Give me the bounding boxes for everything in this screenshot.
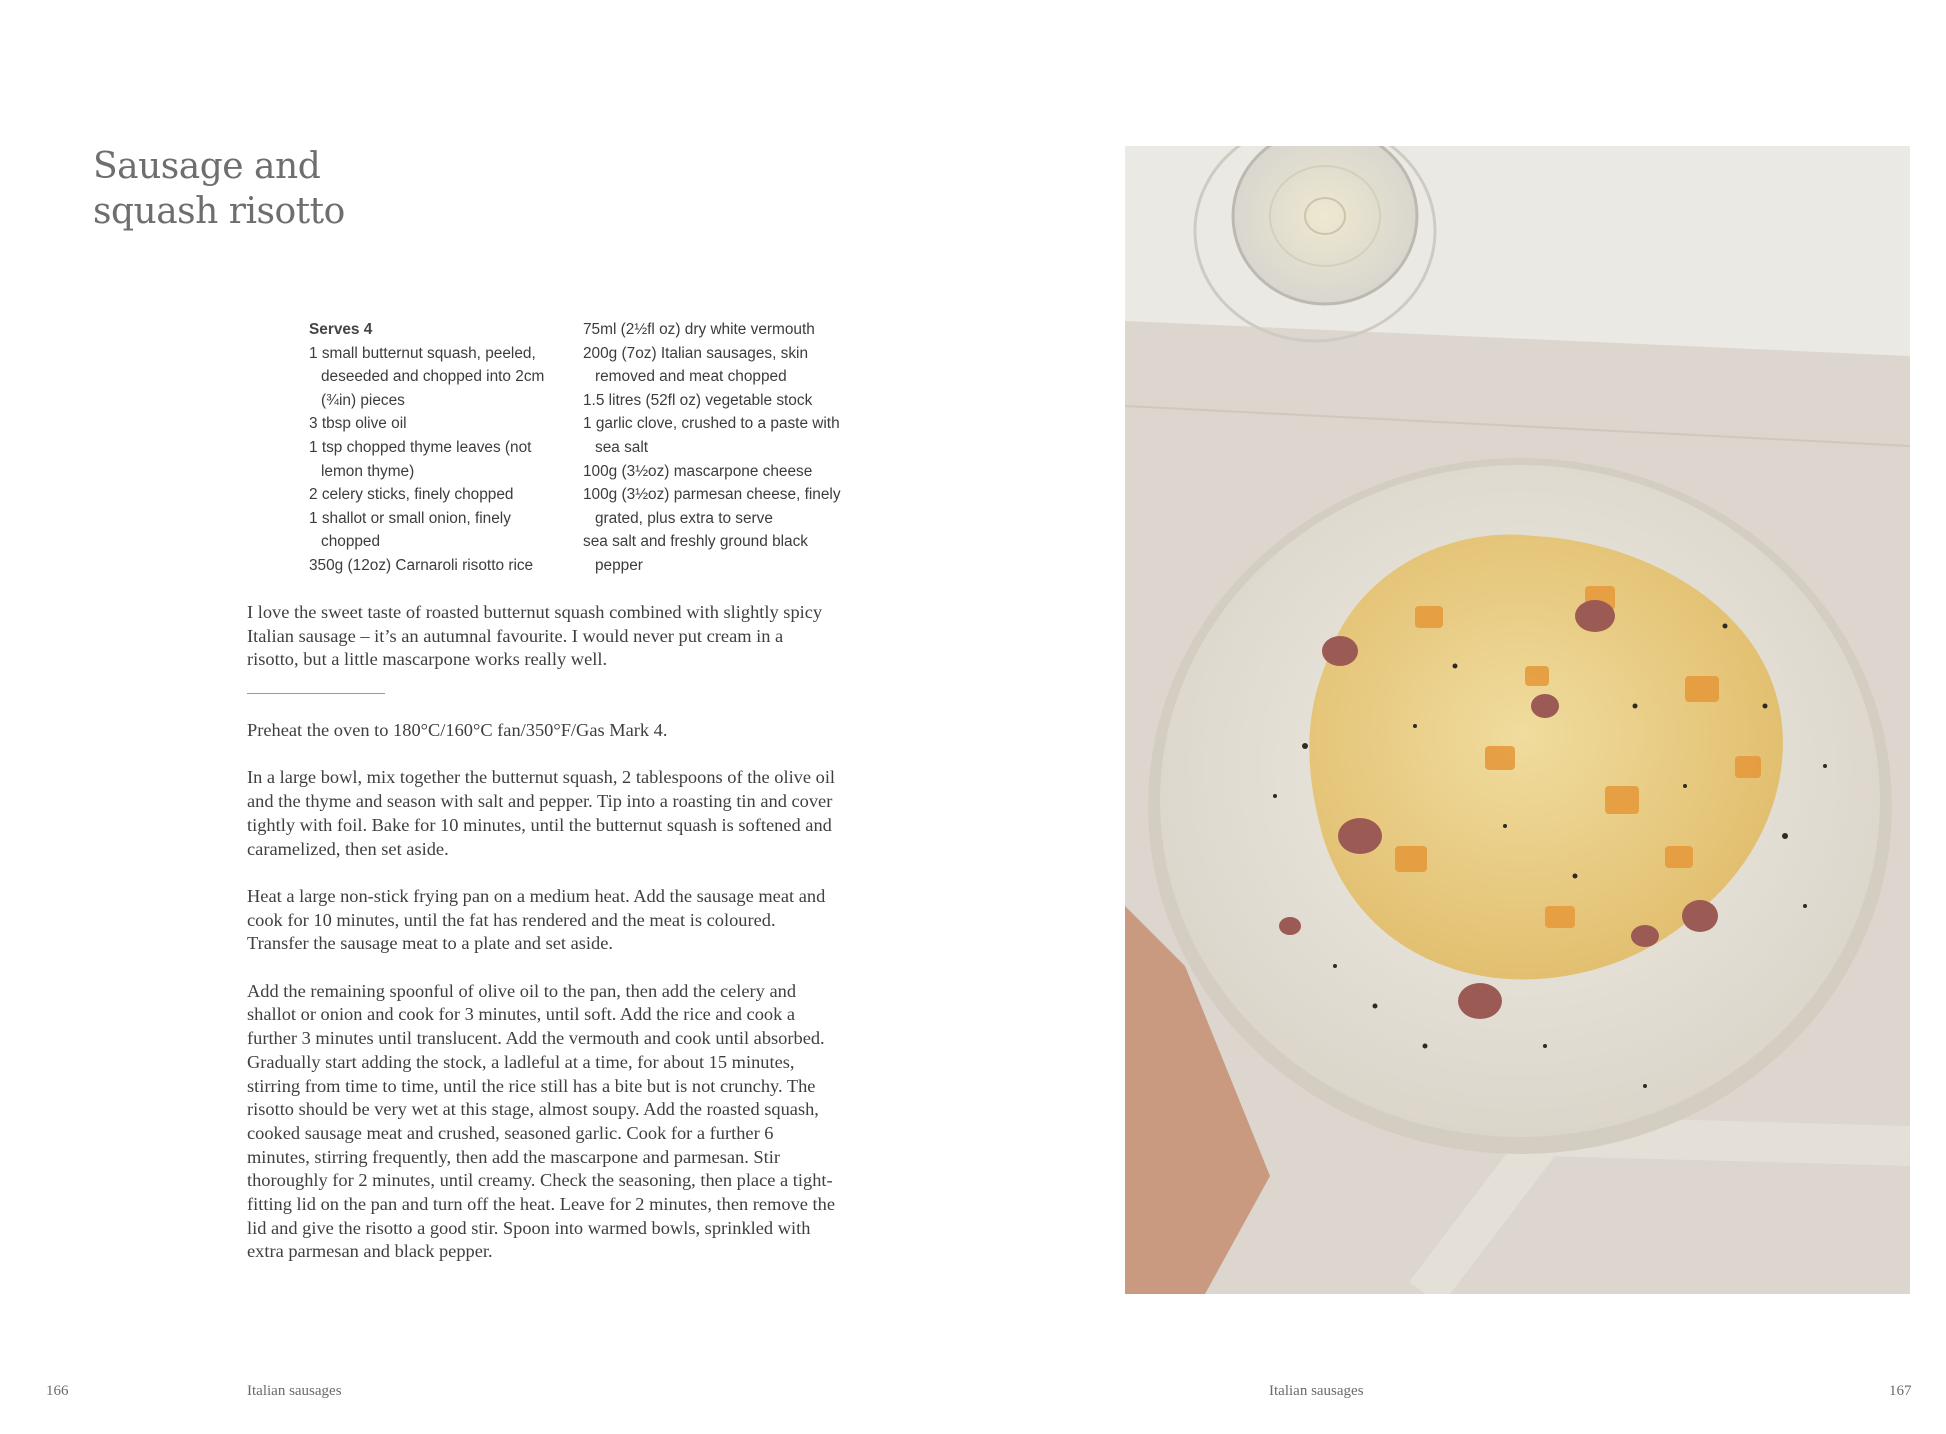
ingredient-item: 2 celery sticks, finely chopped: [309, 486, 514, 504]
page-number-left: 166: [46, 1383, 69, 1399]
ingredient-item: 350g (12oz) Carnaroli risotto rice: [309, 556, 534, 574]
ingredient-item: 100g (3½oz) mascarpone cheese: [583, 462, 813, 480]
ingredient-item: 3 tbsp olive oil: [309, 415, 407, 433]
ingredient-item: 200g (7oz) Italian sausages, skin removed and meat chopped: [583, 344, 809, 386]
method-step: Heat a large non-stick frying pan on a medium heat. Add the sausage meat and cook for 10 minutes, until the fat has rendered and the meat is coloured. Transfer the sausage meat to a plate and set aside.: [247, 885, 826, 954]
wine-glass: [1233, 146, 1417, 304]
ingredient-item: 1 small butternut squash, peeled, deseeded and chopped into 2cm (¾in) pieces: [309, 344, 545, 409]
ingredient-item: sea salt and freshly ground black pepper: [583, 533, 809, 574]
risotto-plate-photo: [1125, 146, 1910, 1294]
title-line-2: squash risotto: [93, 191, 345, 232]
method-step: Preheat the oven to 180°C/160°C fan/350°F/Gas Mark 4.: [247, 720, 668, 740]
photo-illustration: [1125, 146, 1910, 1294]
divider-rule: [247, 693, 385, 694]
method-step: Add the remaining spoonful of olive oil to the pan, then add the celery and shallot or onion and cook for 3 minutes, until soft. Add the rice and cook a further 3 minutes until translucent. Add the vermouth and cook until absorbed. Gradually start adding the stock, a ladleful at a time, for about 15 minutes, stirring from time to time, until the rice still has a bite but is not crunchy. The risotto should be very wet at this stage, almost soupy. Add the roasted squash, cooked sausage meat and crushed, seasoned garlic. Cook for a further 6 minutes, stirring frequently, then add the mascarpone and parmesan. Stir thoroughly for 2 minutes, until creamy. Check the seasoning, then place a tight-fitting lid on the pan and turn off the heat. Leave for 2 minutes, then remove the lid and give the risotto a good stir. Spoon into warmed bowls, sprinkled with extra parmesan and black pepper.: [247, 980, 835, 1262]
running-head-right: Italian sausages: [1269, 1383, 1364, 1399]
ingredient-item: 1 shallot or small onion, finely chopped: [309, 509, 511, 551]
ingredients-column-2: [583, 318, 858, 578]
ingredient-item: 1 tsp chopped thyme leaves (not lemon thyme): [309, 438, 532, 480]
method-step: In a large bowl, mix together the butternut squash, 2 tablespoons of the olive oil and the thyme and season with salt and pepper. Tip into a roasting tin and cover tightly with foil. Bake for 10 minutes, until the butternut squash is softened and caramelized, then set aside.: [247, 767, 836, 859]
page-number-right: 167: [1889, 1383, 1912, 1399]
recipe-intro: I love the sweet taste of roasted butternut squash combined with slightly spicy Italian sausage – it’s an autumnal favourite. I would never put cream in a risotto, but a little mascarpone works really well.: [247, 602, 823, 670]
ingredients-column-1: [309, 318, 574, 578]
ingredient-item: 75ml (2½fl oz) dry white vermouth: [583, 321, 815, 338]
ingredient-item: 1 garlic clove, crushed to a paste with sea salt: [583, 415, 840, 456]
serves-label: Serves 4: [309, 321, 373, 338]
method-steps: [247, 719, 837, 1288]
ingredient-item: 100g (3½oz) parmesan cheese, finely grated, plus extra to serve: [583, 486, 841, 527]
ingredient-item: 1.5 litres (52fl oz) vegetable stock: [583, 391, 813, 409]
recipe-title: [93, 144, 593, 234]
title-line-1: Sausage and: [93, 146, 321, 187]
running-head-left: Italian sausages: [247, 1383, 342, 1399]
